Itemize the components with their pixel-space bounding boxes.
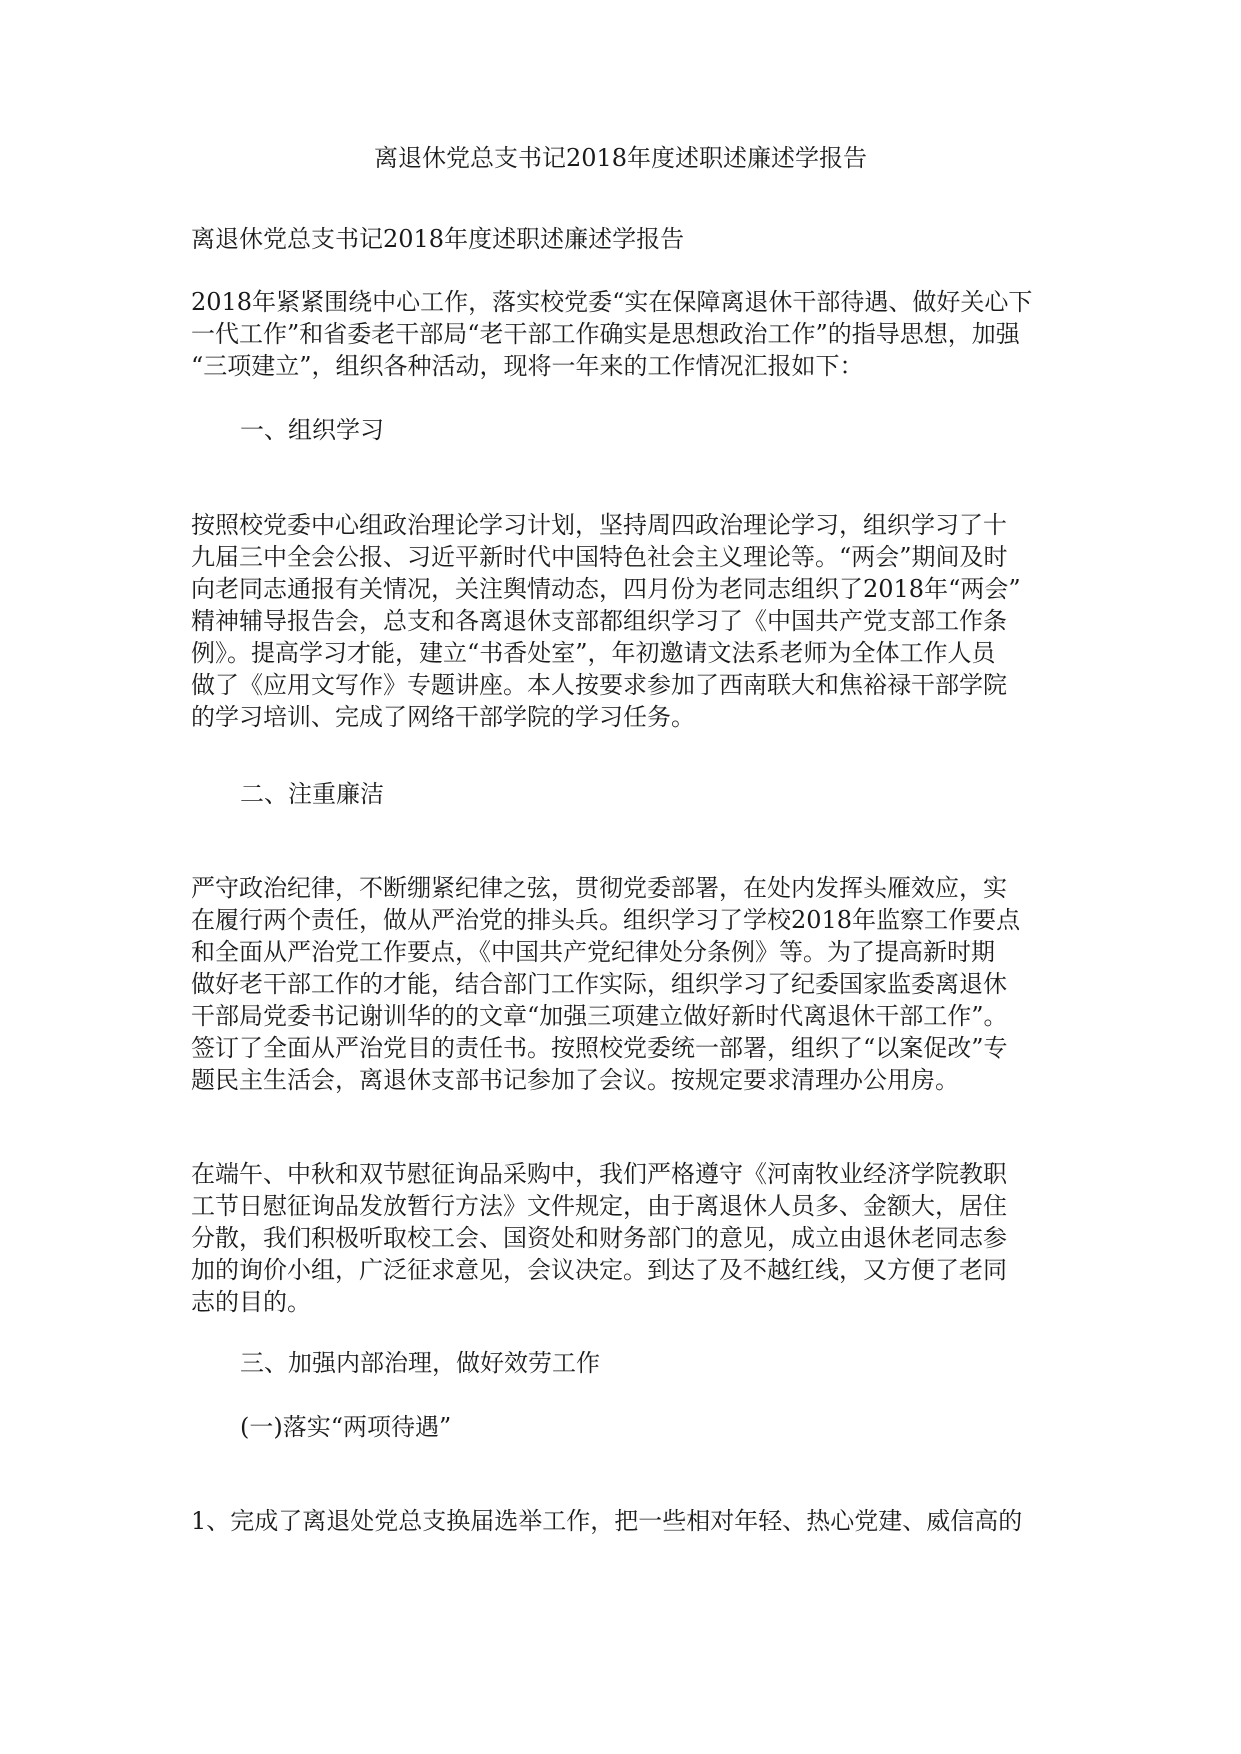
document-title: 离退休党总支书记2018年度述职述廉述学报告 (373, 144, 868, 172)
paragraph-line: 题民主生活会，离退休支部书记参加了会议。按规定要求清理办公用房。 (191, 1066, 959, 1094)
section-heading-3: 三、加强内部治理，做好效劳工作 (240, 1349, 600, 1377)
intro-line: 2018年紧紧围绕中心工作，落实校党委“实在保障离退休干部待遇、做好关心下 (191, 288, 1033, 316)
paragraph-line: 在履行两个责任，做从严治党的排头兵。组织学习了学校2018年监察工作要点 (191, 906, 1021, 934)
paragraph-line: 分散，我们积极听取校工会、国资处和财务部门的意见，成立由退休老同志参 (191, 1224, 1007, 1252)
section-heading-1: 一、组织学习 (240, 416, 384, 444)
paragraph-line: 向老同志通报有关情况，关注舆情动态，四月份为老同志组织了2018年“两会” (191, 575, 1021, 603)
intro-line: “三项建立”，组织各种活动，现将一年来的工作情况汇报如下： (191, 352, 864, 380)
paragraph-line: 志的目的。 (191, 1288, 311, 1316)
paragraph-line: 的学习培训、完成了网络干部学院的学习任务。 (191, 703, 695, 731)
paragraph-line: 做好老干部工作的才能，结合部门工作实际，组织学习了纪委国家监委离退休 (191, 970, 1007, 998)
paragraph-line: 九届三中全会公报、习近平新时代中国特色社会主义理论等。“两会”期间及时 (191, 543, 1008, 571)
intro-line: 一代工作”和省委老干部局“老干部工作确实是思想政治工作”的指导思想，加强 (191, 320, 1020, 348)
paragraph-line: 签订了全面从严治党目的责任书。按照校党委统一部署，组织了“以案促改”专 (191, 1034, 1008, 1062)
section-3-sub-heading: (一)落实“两项待遇” (240, 1413, 452, 1441)
paragraph-line: 严守政治纪律，不断绷紧纪律之弦，贯彻党委部署，在处内发挥头雁效应，实 (191, 874, 1007, 902)
section-heading-2: 二、注重廉洁 (240, 780, 384, 808)
paragraph-line: 和全面从严治党工作要点，《中国共产党纪律处分条例》等。为了提高新时期 (191, 938, 995, 966)
paragraph-line: 工节日慰征询品发放暂行方法》文件规定，由于离退休人员多、金额大，居住 (191, 1192, 1007, 1220)
section-3-item-1: 1、完成了离退处党总支换届选举工作，把一些相对年轻、热心党建、威信高的 (191, 1507, 1023, 1535)
paragraph-line: 精神辅导报告会，总支和各离退休支部都组织学习了《中国共产党支部工作条 (191, 607, 1007, 635)
paragraph-line: 在端午、中秋和双节慰征询品采购中，我们严格遵守《河南牧业经济学院教职 (191, 1160, 1007, 1188)
paragraph-line: 例》。提高学习才能，建立“书香处室”，年初邀请文法系老师为全体工作人员 (191, 639, 996, 667)
paragraph-line: 做了《应用文写作》专题讲座。本人按要求参加了西南联大和焦裕禄干部学院 (191, 671, 1007, 699)
paragraph-line: 干部局党委书记谢训华的的文章“加强三项建立做好新时代离退休干部工作”。 (191, 1002, 1008, 1030)
paragraph-line: 按照校党委中心组政治理论学习计划，坚持周四政治理论学习，组织学习了十 (191, 511, 1007, 539)
document-subtitle: 离退休党总支书记2018年度述职述廉述学报告 (191, 225, 685, 253)
paragraph-line: 加的询价小组，广泛征求意见，会议决定。到达了及不越红线，又方便了老同 (191, 1256, 1007, 1284)
